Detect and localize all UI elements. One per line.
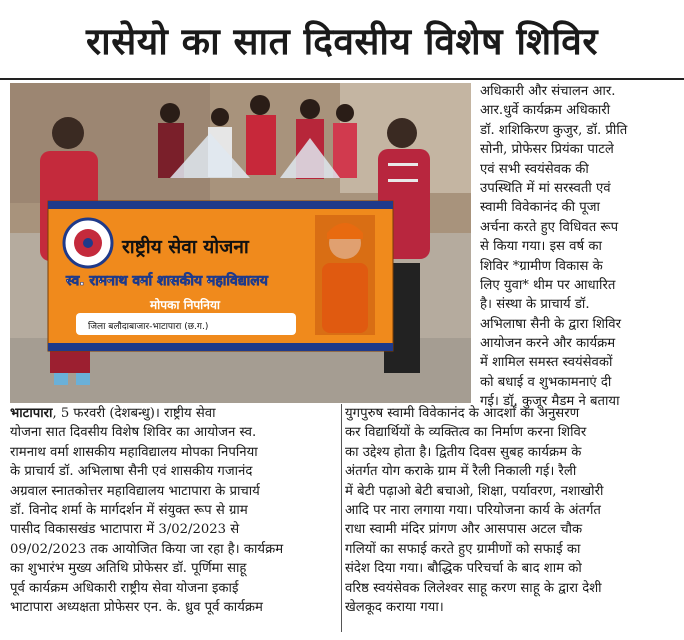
article-left-line-0-text: , 5 फरवरी (देशबन्धु)। राष्ट्रीय सेवा [52,406,216,421]
article-bottom-right-line: में बेटी पढ़ाओ बेटी बचाओ, शिक्षा, पर्यावरण, नशाखोरी [345,483,604,499]
headline: रासेयो का सात दिवसीय विशेष शिविर [86,19,598,63]
article-left-line-0 [10,404,340,423]
headline-rule [0,78,684,80]
article-left-line: योजना सात दिवसीय विशेष शिविर का आयोजन स्व. [10,425,257,441]
article-bottom-right-line: युगपुरुष स्वामी विवेकानंद के आदर्शों का अनुसरण [345,406,580,421]
article-right-line: को बधाई व शुभकामनाएं दी [480,374,612,390]
dateline: भाटापारा [10,406,53,421]
article-right-line: से किया गया। इस वर्ष का [480,239,602,255]
rally-photo-illustration [10,83,471,403]
banner-place: मोपका निपनिया [150,298,221,312]
article-bottom-right-line: गलियों का सफाई करते हुए ग्रामीणों को सफाई का [345,541,581,557]
article-bottom-right-line: अंतर्गत योग कराके ग्राम में रैली निकाली गई। रैली [345,464,577,480]
article-right-line: में शामिल समस्त स्वयंसेवकों [480,355,613,371]
article-right-column [480,82,676,412]
article-left-line: का शुभारंभ मुख्य अतिथि प्रोफेसर डॉ. पूर्णिमा साहू [10,561,247,577]
article-bottom-right-line: खेलकूद कराया गया। [345,599,444,615]
article-bottom-right-column [345,404,677,617]
article-right-line: डॉ. शशिकिरण कुजुर, डॉ. प्रीति [480,122,628,138]
article-bottom-right-line: राधा स्वामी मंदिर प्रांगण और आसपास अटल चौक [345,522,583,538]
column-divider [341,404,342,632]
banner-district: जिला बलौदाबाजार-भाटापारा (छ.ग.) [88,322,209,332]
article-left-line: के प्राचार्य डॉ. अभिलाषा सैनी एवं शासकीय गजानंद [10,464,253,480]
article-right-line: आयोजन करने और कार्यक्रम [480,336,616,352]
article-left-line: पासीद विकासखंड भाटापारा में 3/02/2023 से [10,522,240,538]
rally-photo [10,83,471,403]
article-bottom-right-line: आदि पर नारा लगाया गया। परियोजना कार्य के अंतर्गत [345,502,601,518]
article-right-line: गई। डॉ. कुजूर मैडम ने बताया [480,394,620,410]
article-left-line: डॉ. विनोद शर्मा के मार्गदर्शन में संयुक्त रूप से ग्राम [10,502,248,518]
article-right-line: स्वामी विवेकानंद की पूजा [480,200,600,216]
article-right-line: अभिलाषा सैनी के द्वारा शिविर [480,316,622,332]
article-left-line: 09/02/2023 तक आयोजित किया जा रहा है। कार्यक्रम [10,541,284,557]
article-bottom-right-line: वरिष्ठ स्वयंसेवक लिलेश्वर साहू करण साहू के द्वारा देशी [345,580,602,596]
article-right-line: आर.धुर्वे कार्यक्रम अधिकारी [480,103,611,119]
article-left-line: रामनाथ वर्मा शासकीय महाविद्यालय मोपका निपनिया [10,444,258,460]
article-bottom-right-line: कर विद्यार्थियों के व्यक्तित्व का निर्माण करना शिविर [345,425,587,441]
banner-title: राष्ट्रीय सेवा योजना [122,236,249,258]
article-right-line: अधिकारी और संचालन आर. [480,84,616,99]
article-right-line: है। संस्था के प्राचार्य डॉ. [480,297,590,313]
article-right-line: एवं सभी स्वयंसेवक की [480,161,589,177]
banner-college: स्व. रामनाथ वर्मा शासकीय महाविद्यालय [66,273,268,289]
article-right-line: लिए युवा* थीम पर आधारित [480,277,616,293]
article-left-column [10,404,340,617]
article-bottom-right-line: संदेश दिया गया। बौद्धिक परिचर्चा के बाद शाम को [345,561,582,577]
article-right-line: अर्चना करते हुए विधिवत रूप [480,219,619,235]
article-right-line: उपस्थिति में मां सरस्वती एवं [480,180,611,196]
article-left-line: अग्रवाल स्नातकोत्तर महाविद्यालय भाटापारा के प्राचार्य [10,483,260,499]
article-bottom-right-line: का उद्देश्य होता है। द्वितीय दिवस सुबह कार्यक्रम के [345,444,582,460]
article-left-line: भाटापारा अध्यक्षता प्रोफेसर एन. के. ध्रुव पूर्व कार्यक्रम [10,599,263,615]
article-right-line: शिविर *ग्रामीण विकास के [480,258,603,274]
article-left-line: पूर्व कार्यक्रम अधिकारी राष्ट्रीय सेवा योजना इकाई [10,580,239,596]
article-right-line: सोनी, प्रोफेसर प्रियंका पाटले [480,142,614,158]
